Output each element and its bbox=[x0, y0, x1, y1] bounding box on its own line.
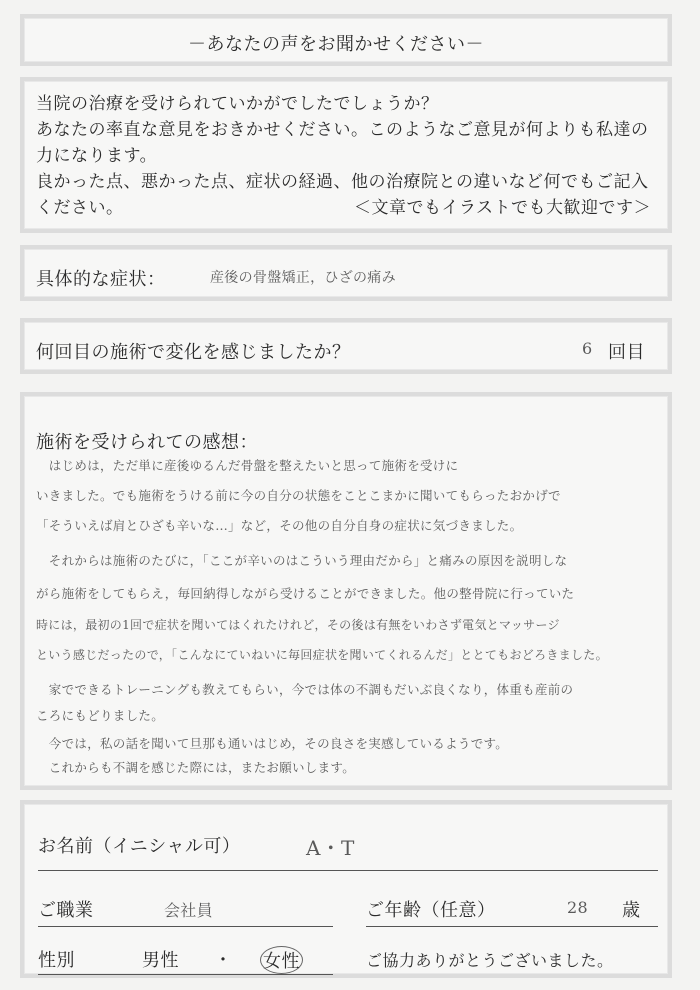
intro-box bbox=[20, 77, 672, 233]
title-box bbox=[20, 14, 672, 66]
symptom-value: 産後の骨盤矯正，ひざの痛み bbox=[210, 270, 396, 286]
intro-note: ＜文章でもイラストでも大歓迎です＞ bbox=[354, 198, 651, 218]
gender-label: 性別 bbox=[38, 950, 75, 971]
thanks-text: ご協力ありがとうございました。 bbox=[366, 951, 614, 970]
impression-line: ころにもどりました。 bbox=[36, 708, 165, 723]
change-value: 6 bbox=[582, 339, 593, 358]
age-unit: 歳 bbox=[622, 900, 641, 921]
impression-line: それからは施術のたびに，「ここが辛いのはこういう理由だから」と痛みの原因を説明しな bbox=[36, 553, 568, 568]
name-value: A・T bbox=[306, 836, 355, 860]
gender-separator: ・ bbox=[214, 950, 233, 971]
intro-line: あなたの率直な意見をおきかせください。このようなご意見が何よりも私達の bbox=[36, 120, 649, 140]
intro-line: 力になります。 bbox=[36, 146, 158, 166]
intro-line: 当院の治療を受けられていかがでしたでしょうか？ bbox=[36, 94, 439, 114]
gender-female-option[interactable] bbox=[260, 946, 303, 974]
change-box bbox=[20, 318, 672, 374]
impression-line: がら施術をしてもらえ，毎回納得しながら受けることができました。他の整骨院に行っていた bbox=[36, 586, 575, 601]
name-label: お名前（イニシャル可） bbox=[38, 836, 241, 857]
impression-line: という感じだったので，「こんなにていねいに毎回症状を聞いてくれるんだ」ととてもおどろきました。 bbox=[36, 648, 608, 662]
age-underline bbox=[366, 926, 658, 927]
gender-male-option[interactable]: 男性 bbox=[142, 950, 179, 971]
impression-line: 今では，私の話を聞いて旦那も通いはじめ，その良さを実感しているようです。 bbox=[36, 736, 509, 751]
intro-line: 良かった点、悪かった点、症状の経過、他の治療院との違いなど何でもご記入 bbox=[36, 172, 649, 192]
job-underline bbox=[38, 926, 333, 927]
info-box bbox=[20, 800, 672, 978]
intro-line: ください。 bbox=[36, 198, 124, 218]
age-label: ご年齢（任意） bbox=[366, 900, 496, 921]
name-underline bbox=[38, 870, 658, 871]
job-value: 会社員 bbox=[164, 901, 213, 920]
change-label: 何回目の施術で変化を感じましたか？ bbox=[36, 342, 351, 363]
impression-line: 時には，最初の1回で症状を聞いてはくれたけれど，その後は有無をいわさず電気とマッサージ bbox=[36, 618, 560, 632]
impression-line: 家でできるトレーニングも教えてもらい，今では体の不調もだいぶ良くなり，体重も産前の bbox=[36, 682, 574, 697]
gender-underline bbox=[38, 974, 333, 975]
age-value: 28 bbox=[567, 898, 588, 917]
form-title: －あなたの声をお聞かせください－ bbox=[188, 34, 484, 55]
job-label: ご職業 bbox=[38, 900, 94, 921]
impression-line: はじめは，ただ単に産後ゆるんだ骨盤を整えたいと思って施術を受けに bbox=[36, 458, 459, 473]
impressions-box bbox=[20, 392, 672, 790]
symptom-box bbox=[20, 245, 672, 301]
impressions-label: 施術を受けられての感想： bbox=[36, 432, 258, 453]
symptom-label: 具体的な症状： bbox=[36, 269, 166, 290]
impression-line: いきました。でも施術をうける前に今の自分の状態をことこまかに聞いてもらったおかげで bbox=[36, 488, 561, 503]
impression-line: 「そういえば肩とひざも辛いな…」など，その他の自分自身の症状に気づきました。 bbox=[36, 518, 523, 533]
change-unit: 回目 bbox=[608, 342, 645, 363]
selected-circle: 女性 bbox=[260, 946, 303, 974]
impression-line: これからも不調を感じた際には，またお願いします。 bbox=[36, 760, 356, 775]
